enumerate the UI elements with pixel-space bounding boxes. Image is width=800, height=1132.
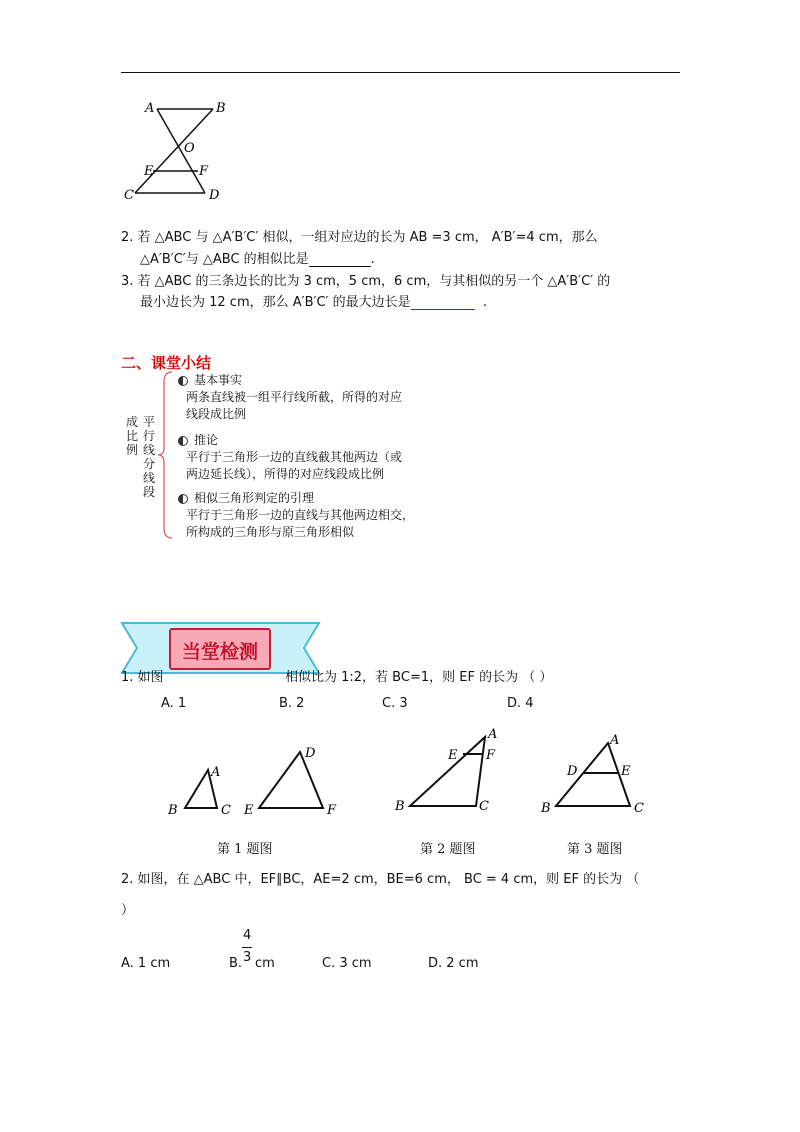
label-E: E xyxy=(144,164,154,179)
fig1-label-F: F xyxy=(327,803,337,818)
summary-item-3-head: 相似三角形判定的引理 xyxy=(194,491,315,505)
fig3-label-A: A xyxy=(610,733,620,748)
fig1-label-E: E xyxy=(244,803,254,818)
test-q1-option-d[interactable]: D. 4 xyxy=(507,696,534,711)
fig2-label-A: A xyxy=(488,727,498,742)
summary-item-1-line1: 两条直线被一组平行线所截，所得的对应 xyxy=(186,390,403,404)
fig3-label-C: C xyxy=(634,801,644,816)
test-q2-option-d[interactable]: D. 2 cm xyxy=(428,956,479,971)
summary-brace xyxy=(156,370,176,540)
figure-3 xyxy=(538,728,653,818)
test-q1-option-b[interactable]: B. 2 xyxy=(279,696,305,711)
summary-item-3-line2: 所构成的三角形与原三角形相似 xyxy=(186,525,355,539)
figure-1 xyxy=(165,740,350,825)
test-question-2-line1: 2. 如图，在 △ABC 中，EF∥BC，AE=2 cm，BE=6 cm， BC = 4 cm，则 EF 的长为 （ xyxy=(121,872,640,887)
banner-title: 当堂检测 xyxy=(181,641,259,663)
fig2-label-E: E xyxy=(448,748,458,763)
question-3-line1: 3. 若 △ABC 的三条边长的比为 3 cm，5 cm，6 cm，与其相似的另一个 △A′B′C′ 的 xyxy=(121,274,611,289)
summary-item-3 xyxy=(178,490,414,541)
question-2-line1: 2. 若 △ABC 与 △A′B′C′ 相似，一组对应边的长为 AB =3 cm， A′B′=4 cm，那么 xyxy=(121,230,598,245)
test-question-1-prefix: 1. 如图 xyxy=(121,670,164,685)
test-question-2-line2: ） xyxy=(121,903,135,918)
label-D: D xyxy=(209,188,220,203)
hourglass-figure xyxy=(115,95,230,205)
test-q2-option-c[interactable]: C. 3 cm xyxy=(322,956,372,971)
fig1-label-D: D xyxy=(305,746,316,761)
q3-text: 最小边长为 12 cm，那么 A′B′C′ 的最大边长是 xyxy=(140,295,411,310)
summary-item-2-line1: 平行于三角形一边的直线截其他两边（或 xyxy=(186,450,403,464)
fig3-label-D: D xyxy=(567,764,578,779)
summary-item-2 xyxy=(178,432,402,483)
summary-item-1 xyxy=(178,372,402,423)
label-F: F xyxy=(199,164,209,179)
summary-item-2-head: 推论 xyxy=(194,433,219,447)
fraction-bar xyxy=(242,947,252,948)
q3-period: . xyxy=(482,295,488,310)
test-q2-option-b[interactable] xyxy=(229,928,299,978)
fig3-label-B: B xyxy=(541,801,551,816)
summary-left-col2: 平 行 线 分 线 段 xyxy=(143,415,156,499)
question-2-line2 xyxy=(140,248,375,267)
fig2-label-F: F xyxy=(486,748,496,763)
label-O: O xyxy=(184,141,195,156)
bullet-icon xyxy=(178,494,188,504)
q2-period: . xyxy=(370,252,375,267)
fig1-label-C: C xyxy=(221,803,231,818)
fig2-label-C: C xyxy=(479,799,489,814)
summary-item-1-line2: 线段成比例 xyxy=(186,407,247,421)
fig3-label-E: E xyxy=(621,764,631,779)
figure-1-caption: 第 1 题图 xyxy=(217,842,273,857)
bullet-icon xyxy=(178,376,188,386)
summary-title: 二、课堂小结 xyxy=(121,354,212,372)
fig1-label-B: B xyxy=(168,803,178,818)
summary-item-2-line2: 两边延长线），所得的对应线段成比例 xyxy=(186,467,385,481)
fig2-label-B: B xyxy=(395,799,405,814)
figure-3-caption: 第 3 题图 xyxy=(567,842,623,857)
test-q2-option-a[interactable]: A. 1 cm xyxy=(121,956,171,971)
option-b-prefix: B. xyxy=(229,956,243,971)
q3-answer-blank[interactable] xyxy=(411,295,475,310)
fraction-denominator: 3 xyxy=(243,950,252,965)
q2-text: △A′B′C′与 △ABC 的相似比是 xyxy=(140,252,309,267)
header-rule xyxy=(121,72,680,73)
label-C: C xyxy=(124,188,134,203)
figure-2 xyxy=(390,722,510,817)
option-b-unit: cm xyxy=(255,956,275,971)
summary-item-1-head: 基本事实 xyxy=(194,373,243,387)
bullet-icon xyxy=(178,436,188,446)
label-B: B xyxy=(216,101,226,116)
test-q1-option-c[interactable]: C. 3 xyxy=(382,696,408,711)
fig1-label-A: A xyxy=(211,765,221,780)
test-question-1: 相似比为 1:2，若 BC=1，则 EF 的长为 （ ） xyxy=(285,670,553,685)
summary-item-3-line1: 平行于三角形一边的直线与其他两边相交， xyxy=(186,508,415,522)
test-q1-option-a[interactable]: A. 1 xyxy=(161,696,187,711)
q2-answer-blank[interactable] xyxy=(309,252,371,267)
figure-2-caption: 第 2 题图 xyxy=(420,842,476,857)
label-A: A xyxy=(145,101,155,116)
fraction-numerator: 4 xyxy=(243,928,252,943)
summary-left-col1: 成 比 例 xyxy=(126,415,139,457)
question-3-line2 xyxy=(140,291,487,310)
